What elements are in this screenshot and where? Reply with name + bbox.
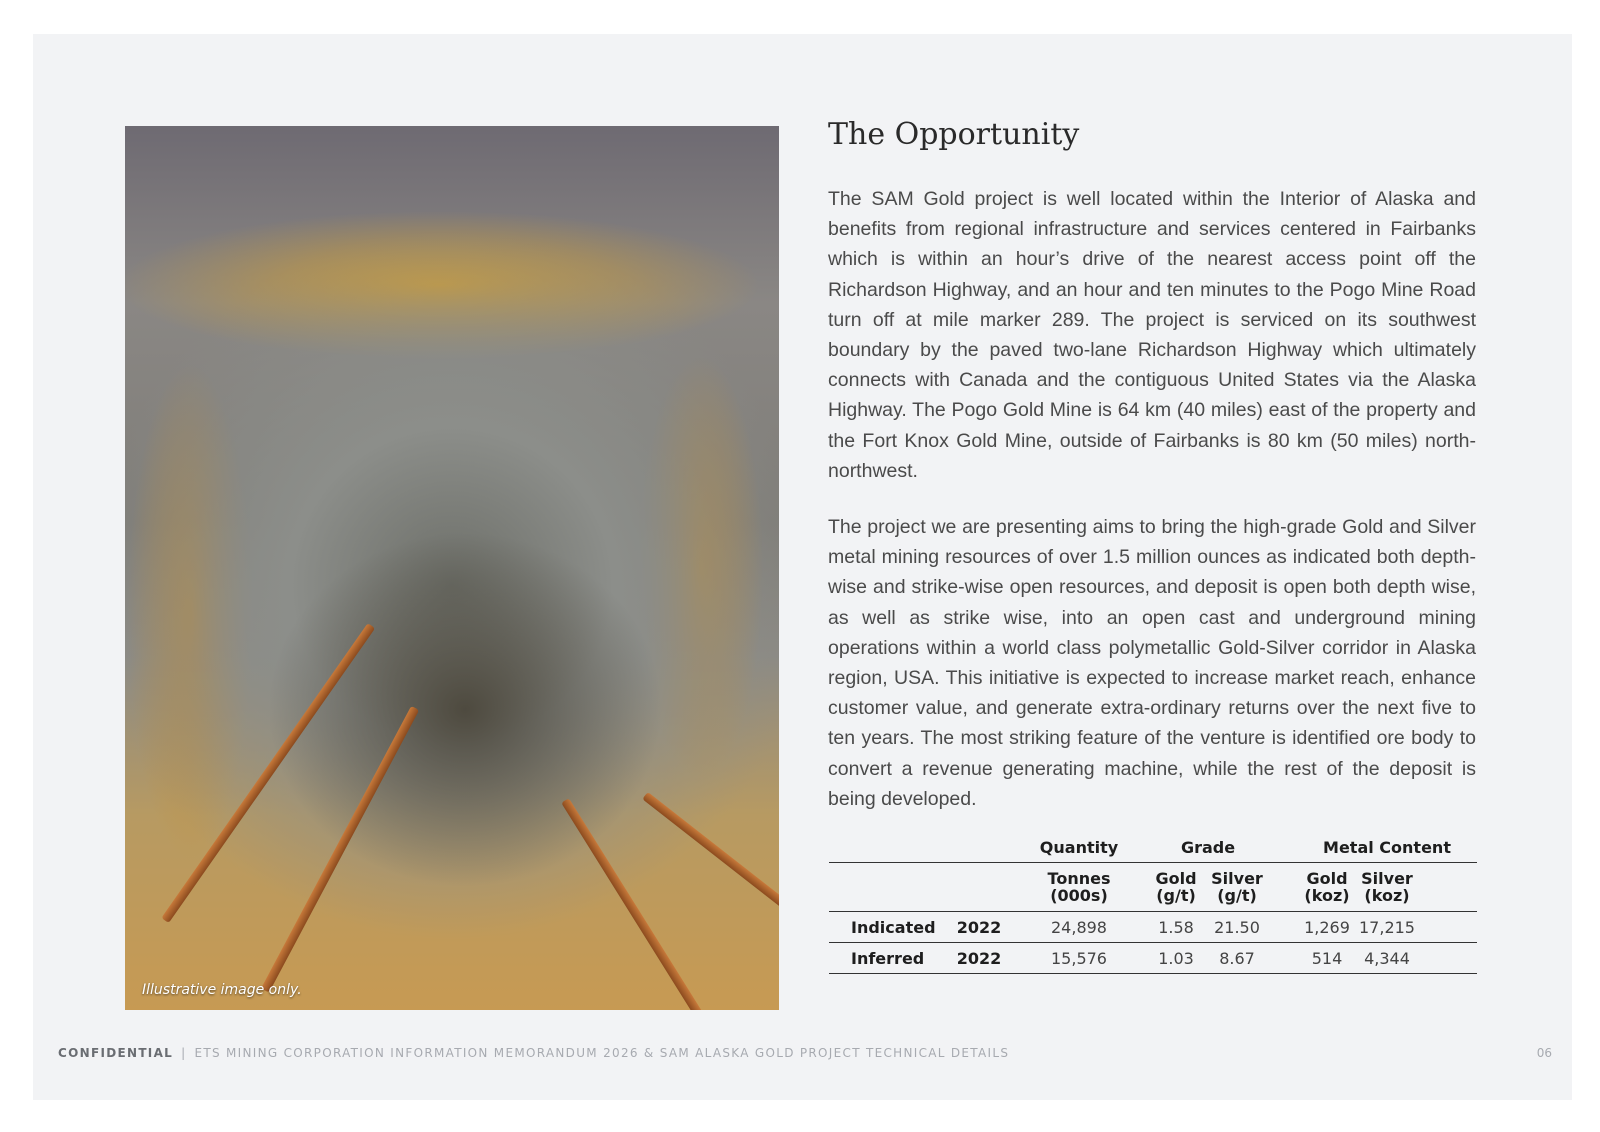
rail-left-1 bbox=[161, 623, 375, 923]
tonnes-value: 15,576 bbox=[1011, 943, 1147, 974]
quantity-header: Quantity bbox=[1011, 832, 1147, 863]
confidential-label: CONFIDENTIAL bbox=[58, 1046, 174, 1060]
tonnes-header: Tonnes (000s) bbox=[1011, 863, 1147, 912]
grade-header: Grade bbox=[1147, 832, 1269, 863]
gold-grade-value: 1.58 bbox=[1147, 912, 1205, 943]
page-title: The Opportunity bbox=[828, 117, 1080, 152]
photo-caption: Illustrative image only. bbox=[142, 982, 302, 998]
silver-content-value: 17,215 bbox=[1357, 912, 1417, 943]
footer bbox=[58, 1046, 1009, 1060]
table-row bbox=[829, 943, 1477, 974]
footer-separator: | bbox=[181, 1046, 187, 1060]
tonnes-value: 24,898 bbox=[1011, 912, 1147, 943]
mine-tunnel-photo bbox=[125, 126, 779, 1010]
gold-content-value: 514 bbox=[1297, 943, 1357, 974]
rail-right-2 bbox=[642, 792, 779, 947]
row-label: Inferred bbox=[829, 943, 947, 974]
table-subheader-row bbox=[829, 863, 1477, 912]
silver-content-header: Silver (koz) bbox=[1357, 863, 1417, 912]
paragraph-location: The SAM Gold project is well located within the Interior of Alaska and benefits from regional infrastructure and services centered in Fairbanks which is within an hour’s drive of the nearest access point off the Richardson Highway, and an hour and ten minutes to the Pogo Mine Road turn off at mile marker 289. The project is serviced on its southwest boundary by the paved two-lane Richardson Highway which ultimately connects with Canada and the contiguous United States via the Alaska Highway. The Pogo Gold Mine is 64 km (40 miles) east of the property and the Fort Knox Gold Mine, outside of Fairbanks is 80 km (50 miles) north-northwest. bbox=[828, 188, 1476, 482]
gold-grade-header: Gold (g/t) bbox=[1147, 863, 1205, 912]
document-page bbox=[33, 34, 1572, 1100]
metal-content-header: Metal Content bbox=[1297, 832, 1477, 863]
silver-grade-value: 8.67 bbox=[1205, 943, 1269, 974]
row-label: Indicated bbox=[829, 912, 947, 943]
resource-table bbox=[829, 832, 1477, 974]
gold-grade-value: 1.03 bbox=[1147, 943, 1205, 974]
rail-right-1 bbox=[561, 798, 722, 1010]
silver-content-value: 4,344 bbox=[1357, 943, 1417, 974]
row-year: 2022 bbox=[947, 943, 1011, 974]
gold-content-header: Gold (koz) bbox=[1297, 863, 1357, 912]
table-group-header-row bbox=[829, 832, 1477, 863]
footer-text: ETS MINING CORPORATION INFORMATION MEMORANDUM 2026 & SAM ALASKA GOLD PROJECT TECHNICAL DETAILS bbox=[194, 1046, 1010, 1060]
paragraph-project: The project we are presenting aims to bring the high-grade Gold and Silver metal mining resources of over 1.5 million ounces as indicated both depth-wise and strike-wise open resources, and deposit is open both depth wise, as well as strike wise, into an open cast and underground mining operations within a world class polymetallic Gold-Silver corridor in Alaska region, USA. This initiative is expected to increase market reach, enhance customer value, and generate extra-ordinary returns over the next five to ten years. The most striking feature of the venture is identified ore body to convert a revenue generating machine, while the rest of the deposit is being developed. bbox=[828, 516, 1476, 810]
gold-content-value: 1,269 bbox=[1297, 912, 1357, 943]
page-number: 06 bbox=[1536, 1046, 1552, 1060]
silver-grade-value: 21.50 bbox=[1205, 912, 1269, 943]
table-row bbox=[829, 912, 1477, 943]
silver-grade-header: Silver (g/t) bbox=[1205, 863, 1269, 912]
row-year: 2022 bbox=[947, 912, 1011, 943]
